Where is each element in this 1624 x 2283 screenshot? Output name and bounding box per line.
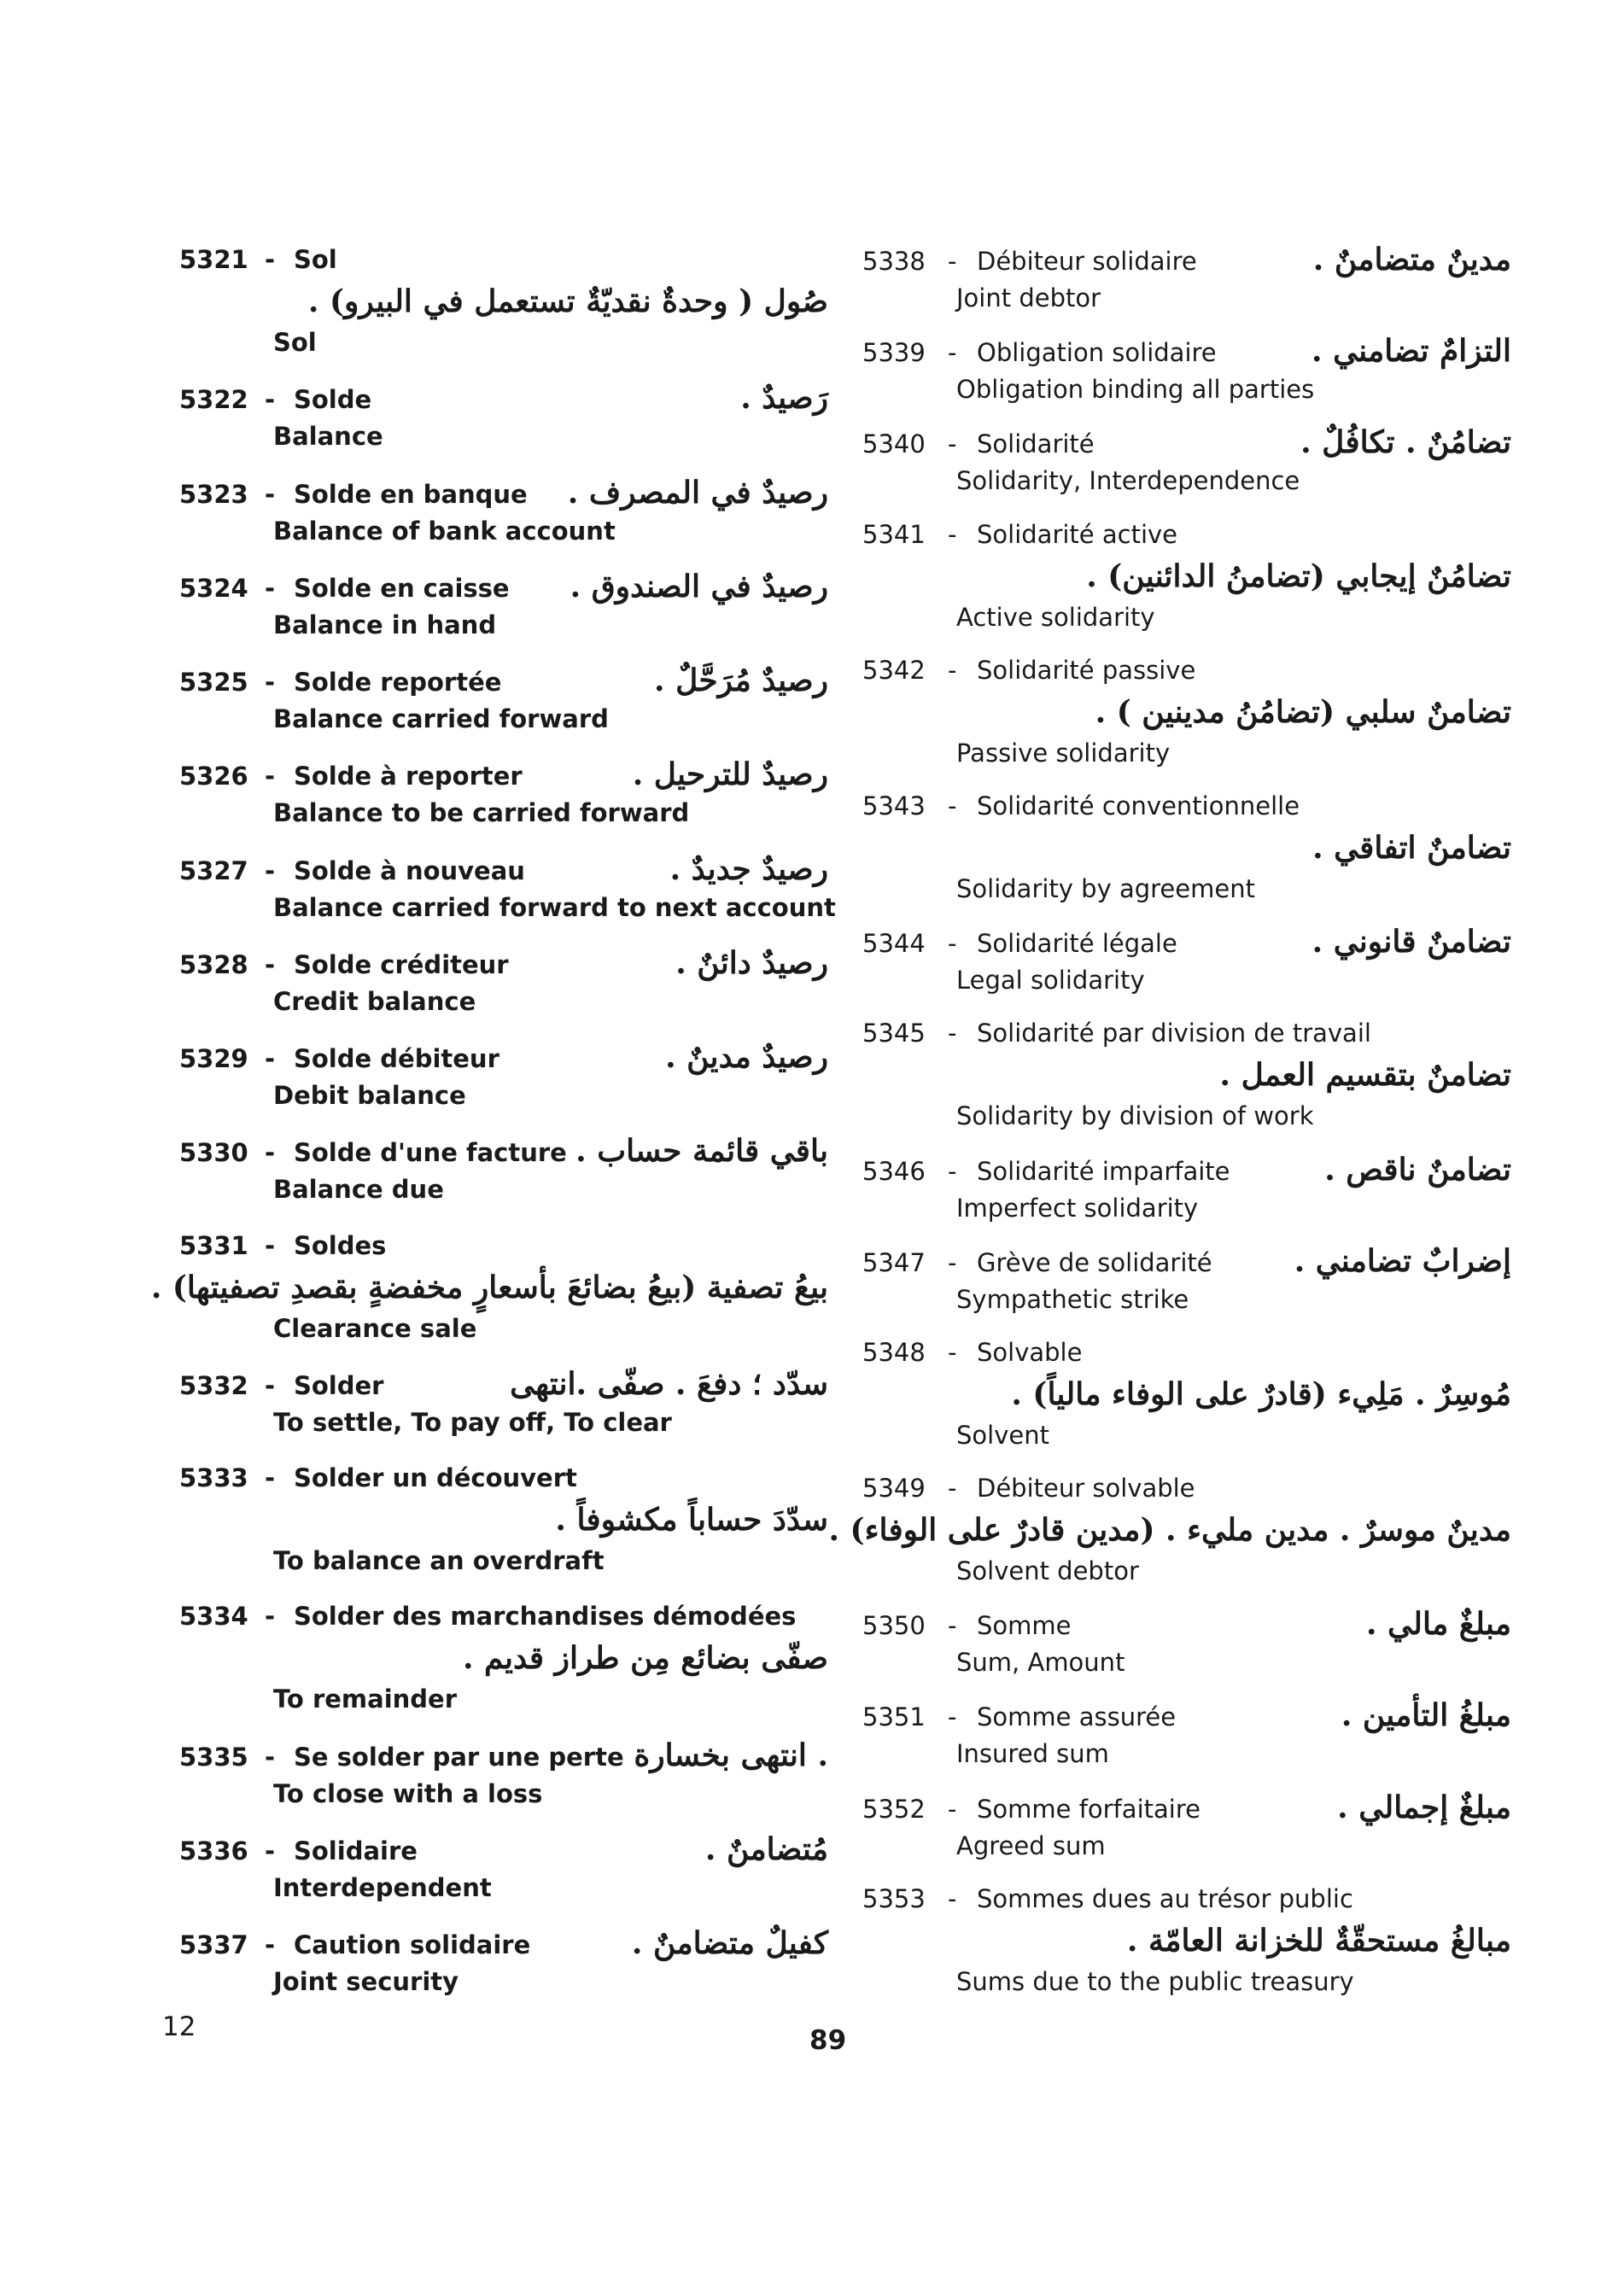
entry-dash: -	[265, 1230, 276, 1260]
entry-dash: -	[265, 479, 276, 509]
arabic-term: صفّى بضائع مِن طراز قديم .	[462, 1640, 828, 1677]
entry-number: 5349	[862, 1474, 926, 1504]
english-term: Solvent	[956, 1420, 1049, 1450]
english-term: Credit balance	[273, 986, 476, 1016]
arabic-term: . انتهى بخسارة	[634, 1737, 828, 1773]
entry-number: 5323	[179, 479, 248, 509]
english-term: Debit balance	[273, 1081, 466, 1110]
french-term: Solde d'une facture	[294, 1138, 567, 1168]
entry-dash: -	[948, 1337, 957, 1367]
entry-headline	[862, 332, 1511, 371]
entry-dash: -	[948, 1702, 957, 1732]
french-term: Solde	[294, 385, 372, 415]
dictionary-entry	[862, 651, 1511, 771]
english-term: Interdependent	[273, 1872, 492, 1902]
right-column	[828, 241, 1511, 2000]
english-term: Legal solidarity	[956, 966, 1145, 996]
entry-headline	[179, 379, 828, 418]
entry-dash: -	[265, 1463, 276, 1492]
french-term: Solidarité légale	[977, 929, 1177, 959]
dictionary-entry	[179, 379, 828, 454]
entry-headline	[179, 241, 828, 278]
arabic-term: إضرابٌ تضامني .	[1294, 1242, 1511, 1279]
arabic-term: كفيلٌ متضامنٌ .	[631, 1925, 828, 1961]
entry-number: 5336	[179, 1836, 248, 1866]
entry-number: 5346	[862, 1156, 926, 1186]
entry-number: 5352	[862, 1794, 926, 1824]
entry-number: 5345	[862, 1019, 926, 1048]
french-term: Solde à nouveau	[294, 855, 525, 885]
entry-number: 5343	[862, 791, 926, 820]
entry-number: 5331	[179, 1230, 248, 1260]
entry-headline	[179, 474, 828, 513]
arabic-term: تضامنٌ سلبي (تضامُنُ مدينين ) .	[1095, 693, 1511, 730]
dictionary-entry	[179, 1132, 828, 1207]
french-term: Grève de solidarité	[977, 1247, 1212, 1277]
entry-dash: -	[948, 791, 957, 820]
entry-number: 5348	[862, 1337, 926, 1367]
entry-number: 5353	[862, 1883, 926, 1913]
french-term: Débiteur solvable	[977, 1474, 1195, 1504]
arabic-term: رصيدٌ للترحيل .	[632, 756, 828, 793]
english-term: Clearance sale	[273, 1313, 477, 1343]
arabic-term: رَصيدٌ .	[740, 380, 828, 417]
dictionary-entry	[862, 1151, 1511, 1226]
french-term: Solidarité active	[977, 519, 1178, 549]
french-term: Débiteur solidaire	[977, 247, 1197, 276]
arabic-term: مبلغُ التأمين .	[1341, 1697, 1511, 1734]
arabic-term: مبلغٌ مالي .	[1365, 1606, 1511, 1643]
entry-dash: -	[265, 1044, 276, 1073]
entry-dash: -	[265, 762, 276, 791]
arabic-term: سدّدَ حساباً مكشوفاً .	[555, 1502, 828, 1538]
entry-number: 5327	[179, 855, 248, 885]
english-term: Balance to be carried forward	[273, 798, 690, 828]
arabic-term: رصيدٌ مدينٌ .	[665, 1039, 828, 1075]
arabic-term: رصيدٌ في المصرف .	[567, 474, 828, 511]
entry-dash: -	[265, 855, 276, 885]
entry-number: 5333	[179, 1463, 248, 1492]
entry-dash: -	[265, 1138, 276, 1168]
entry-dash: -	[948, 1883, 957, 1913]
entry-number: 5321	[179, 245, 248, 274]
english-term: Sol	[273, 328, 317, 357]
french-term: Solde créditeur	[294, 949, 509, 979]
french-term: Somme	[977, 1611, 1072, 1641]
entry-dash: -	[948, 1247, 957, 1277]
dictionary-entry	[862, 923, 1511, 998]
french-term: Solde en caisse	[294, 573, 510, 603]
entry-dash: -	[265, 1602, 276, 1632]
arabic-term: مُتضامنٌ .	[704, 1830, 828, 1867]
dictionary-entry	[179, 1597, 828, 1717]
english-term: Balance in hand	[273, 610, 497, 639]
dictionary-entry	[862, 1014, 1511, 1134]
english-term: Active solidarity	[956, 602, 1155, 632]
entry-dash: -	[265, 573, 276, 603]
entry-dash: -	[948, 929, 957, 959]
french-term: Se solder par une perte	[294, 1742, 624, 1772]
arabic-term: باقي قائمة حساب .	[575, 1133, 828, 1170]
entry-dash: -	[265, 668, 276, 697]
english-term: Solidarity, Interdependence	[956, 466, 1300, 496]
english-term: Sympathetic strike	[956, 1284, 1189, 1314]
english-term: Balance carried forward	[273, 704, 609, 733]
arabic-term: تضامُنٌ . تكافُلٌ .	[1300, 424, 1511, 461]
entry-number: 5351	[862, 1702, 926, 1732]
arabic-term: صُول ( وحدةٌ نقديّةٌ تستعمل في البيرو) .	[307, 283, 828, 319]
entry-number: 5326	[179, 762, 248, 791]
entry-dash: -	[265, 1370, 276, 1400]
english-term: Balance due	[273, 1175, 444, 1205]
english-term: Agreed sum	[956, 1830, 1106, 1860]
dictionary-entry	[828, 1469, 1511, 1589]
english-term: Passive solidarity	[956, 738, 1171, 768]
entry-headline	[179, 1038, 828, 1077]
arabic-term: رصيدٌ في الصندوق .	[570, 568, 828, 604]
dictionary-entry	[179, 850, 836, 925]
entry-headline	[862, 923, 1511, 962]
arabic-term: تضامُنٌ إيجابي (تضامنُ الدائنين) .	[1086, 558, 1511, 594]
entry-headline	[862, 241, 1511, 280]
dictionary-entry	[179, 1459, 828, 1579]
english-term: Sums due to the public treasury	[956, 1966, 1354, 1996]
entry-number: 5341	[862, 519, 926, 549]
english-term: Solidarity by agreement	[956, 873, 1255, 903]
entry-number: 5328	[179, 949, 248, 979]
arabic-term: رصيدٌ جديدٌ .	[669, 850, 828, 887]
entry-number: 5347	[862, 1247, 926, 1277]
french-term: Solidarité par division de travail	[977, 1019, 1371, 1048]
entry-dash: -	[265, 949, 276, 979]
english-term: To settle, To pay off, To clear	[273, 1407, 672, 1437]
entry-number: 5332	[179, 1370, 248, 1400]
entry-dash: -	[948, 247, 957, 276]
french-term: Solidarité	[977, 429, 1095, 459]
entry-headline	[179, 1365, 828, 1404]
entry-number: 5325	[179, 668, 248, 697]
french-term: Solvable	[977, 1337, 1083, 1367]
english-term: Balance carried forward to next account	[273, 892, 836, 922]
french-term: Solder	[294, 1370, 384, 1400]
entry-headline	[179, 1737, 828, 1776]
entry-headline	[179, 756, 828, 795]
arabic-term: رصيدٌ مُرَحَّلٌ .	[654, 663, 828, 698]
english-term: Balance of bank account	[273, 516, 616, 546]
dictionary-entry	[179, 241, 828, 360]
dictionary-entry	[179, 662, 828, 737]
entry-headline	[862, 423, 1511, 463]
entry-number: 5322	[179, 385, 248, 415]
entry-headline	[179, 1830, 828, 1870]
french-term: Solidarité passive	[977, 655, 1196, 685]
entry-headline	[862, 1605, 1511, 1644]
english-term: To close with a loss	[273, 1778, 543, 1808]
entry-headline	[862, 1880, 1511, 1918]
entry-dash: -	[948, 1019, 957, 1048]
entry-number: 5334	[179, 1602, 248, 1632]
entry-headline	[862, 1334, 1511, 1371]
entry-dash: -	[948, 1794, 957, 1824]
entry-dash: -	[265, 245, 276, 274]
french-term: Solde à reporter	[294, 762, 523, 791]
dictionary-entry	[862, 1334, 1511, 1453]
entry-headline	[862, 1469, 1511, 1507]
entry-number: 5339	[862, 338, 926, 368]
entry-headline	[862, 1696, 1511, 1736]
entry-dash: -	[265, 1930, 276, 1959]
entry-headline	[862, 651, 1511, 689]
french-term: Sommes dues au trésor public	[977, 1883, 1353, 1913]
entry-number: 5324	[179, 573, 248, 603]
entry-headline	[179, 944, 828, 984]
entry-headline	[179, 662, 828, 701]
french-term: Solde en banque	[294, 479, 528, 509]
english-term: Balance	[273, 422, 383, 452]
entry-number: 5340	[862, 429, 926, 459]
entry-number: 5330	[179, 1138, 248, 1168]
entry-number: 5350	[862, 1611, 926, 1641]
dictionary-entry	[179, 1830, 828, 1906]
entry-headline	[862, 1242, 1511, 1282]
english-term: Imperfect solidarity	[956, 1193, 1199, 1223]
entry-number: 5338	[862, 247, 926, 276]
arabic-term: سدّد ؛ دفعَ . صفّى .انتهى	[510, 1365, 828, 1402]
entry-dash: -	[265, 1836, 276, 1866]
french-term: Caution solidaire	[294, 1930, 531, 1959]
arabic-term: تضامنٌ ناقص .	[1324, 1151, 1511, 1188]
entry-headline	[179, 1459, 828, 1497]
french-term: Somme assurée	[977, 1702, 1177, 1732]
entry-headline	[179, 1597, 828, 1635]
entry-headline	[179, 1132, 828, 1171]
entry-number: 5337	[179, 1930, 248, 1959]
entry-headline	[862, 1789, 1511, 1828]
dictionary-entry	[862, 1880, 1511, 2000]
english-term: Insured sum	[956, 1739, 1109, 1769]
entry-dash: -	[948, 1611, 957, 1641]
arabic-term: مبلغٌ إجمالي .	[1337, 1789, 1511, 1825]
french-term: Solidarité imparfaite	[977, 1156, 1230, 1186]
entry-headline	[179, 568, 828, 607]
entry-dash: -	[948, 1474, 957, 1504]
dictionary-entry	[150, 1227, 828, 1346]
english-term: Obligation binding all parties	[956, 375, 1315, 405]
entry-headline	[862, 787, 1511, 825]
dictionary-entry	[179, 1737, 828, 1812]
french-term: Soldes	[294, 1230, 387, 1260]
left-column	[150, 241, 836, 2000]
french-term: Solidaire	[294, 1836, 418, 1866]
dictionary-entry	[179, 1365, 828, 1440]
entry-dash: -	[265, 385, 276, 415]
dictionary-entry	[179, 1924, 828, 2000]
entry-dash: -	[948, 338, 957, 368]
arabic-term: مُوسِرٌ . مَلِيء (قادرٌ على الوفاء مالياً) .	[1011, 1375, 1511, 1412]
entry-dash: -	[265, 1742, 276, 1772]
entry-headline	[179, 1227, 828, 1264]
dictionary-entry	[862, 1789, 1511, 1864]
arabic-term: بيعُ تصفية (بيعُ بضائعَ بأسعارٍ مخفضةٍ بقصدِ تصفيتها) .	[150, 1269, 828, 1305]
footer-left-number: 12	[162, 2011, 196, 2042]
dictionary-entry	[179, 1038, 828, 1113]
arabic-term: تضامنٌ بتقسيم العمل .	[1219, 1057, 1511, 1094]
french-term: Sol	[294, 245, 337, 274]
french-term: Solde reportée	[294, 668, 502, 697]
arabic-term: مبالغُ مستحقّةٌ للخزانة العامّة .	[1126, 1922, 1511, 1959]
french-term: Solder un découvert	[294, 1463, 577, 1492]
dictionary-entry	[862, 1696, 1511, 1772]
entry-dash: -	[948, 655, 957, 685]
dictionary-entry	[862, 1605, 1511, 1680]
entry-headline	[179, 850, 828, 890]
french-term: Somme forfaitaire	[977, 1794, 1200, 1824]
entry-headline	[862, 1151, 1511, 1190]
dictionary-entry	[179, 756, 828, 831]
entry-headline	[179, 1924, 828, 1964]
dictionary-entry	[862, 241, 1511, 316]
arabic-term: مدينٌ موسرٌ . مدين مليء . (مدين قادرٌ على الوفاء) .	[828, 1512, 1511, 1549]
entry-dash: -	[948, 1156, 957, 1186]
dictionary-entry	[179, 944, 828, 1019]
arabic-term: رصيدٌ دائنٌ .	[675, 944, 828, 981]
entry-number: 5329	[179, 1044, 248, 1073]
english-term: Solvent debtor	[956, 1556, 1139, 1586]
dictionary-entry	[179, 474, 828, 549]
french-term: Solidarité conventionnelle	[977, 791, 1300, 820]
french-term: Obligation solidaire	[977, 338, 1217, 368]
arabic-term: تضامنٌ اتفاقي .	[1312, 829, 1511, 866]
english-term: To remainder	[273, 1685, 458, 1714]
english-term: Joint debtor	[956, 283, 1101, 312]
english-term: Solidarity by division of work	[956, 1101, 1314, 1131]
french-term: Solder des marchandises démodées	[294, 1602, 797, 1632]
arabic-term: التزامٌ تضامني .	[1311, 333, 1511, 370]
entry-number: 5342	[862, 655, 926, 685]
dictionary-entry	[862, 423, 1511, 499]
entry-dash: -	[948, 429, 957, 459]
entry-number: 5335	[179, 1742, 248, 1772]
entry-headline	[862, 516, 1511, 553]
french-term: Solde débiteur	[294, 1044, 499, 1073]
dictionary-entry	[862, 787, 1511, 907]
english-term: Sum, Amount	[956, 1648, 1125, 1678]
english-term: Joint security	[273, 1967, 459, 1996]
dictionary-entry	[862, 1242, 1511, 1317]
entry-dash: -	[948, 519, 957, 549]
dictionary-entry	[862, 332, 1511, 407]
english-term: To balance an overdraft	[273, 1546, 605, 1575]
entry-headline	[862, 1014, 1511, 1052]
dictionary-entry	[179, 568, 828, 643]
entry-number: 5344	[862, 929, 926, 959]
arabic-term: مدينٌ متضامنٌ .	[1312, 242, 1511, 277]
arabic-term: تضامنٌ قانوني .	[1311, 924, 1511, 960]
dictionary-entry	[862, 516, 1511, 635]
page-number: 89	[809, 2025, 847, 2056]
